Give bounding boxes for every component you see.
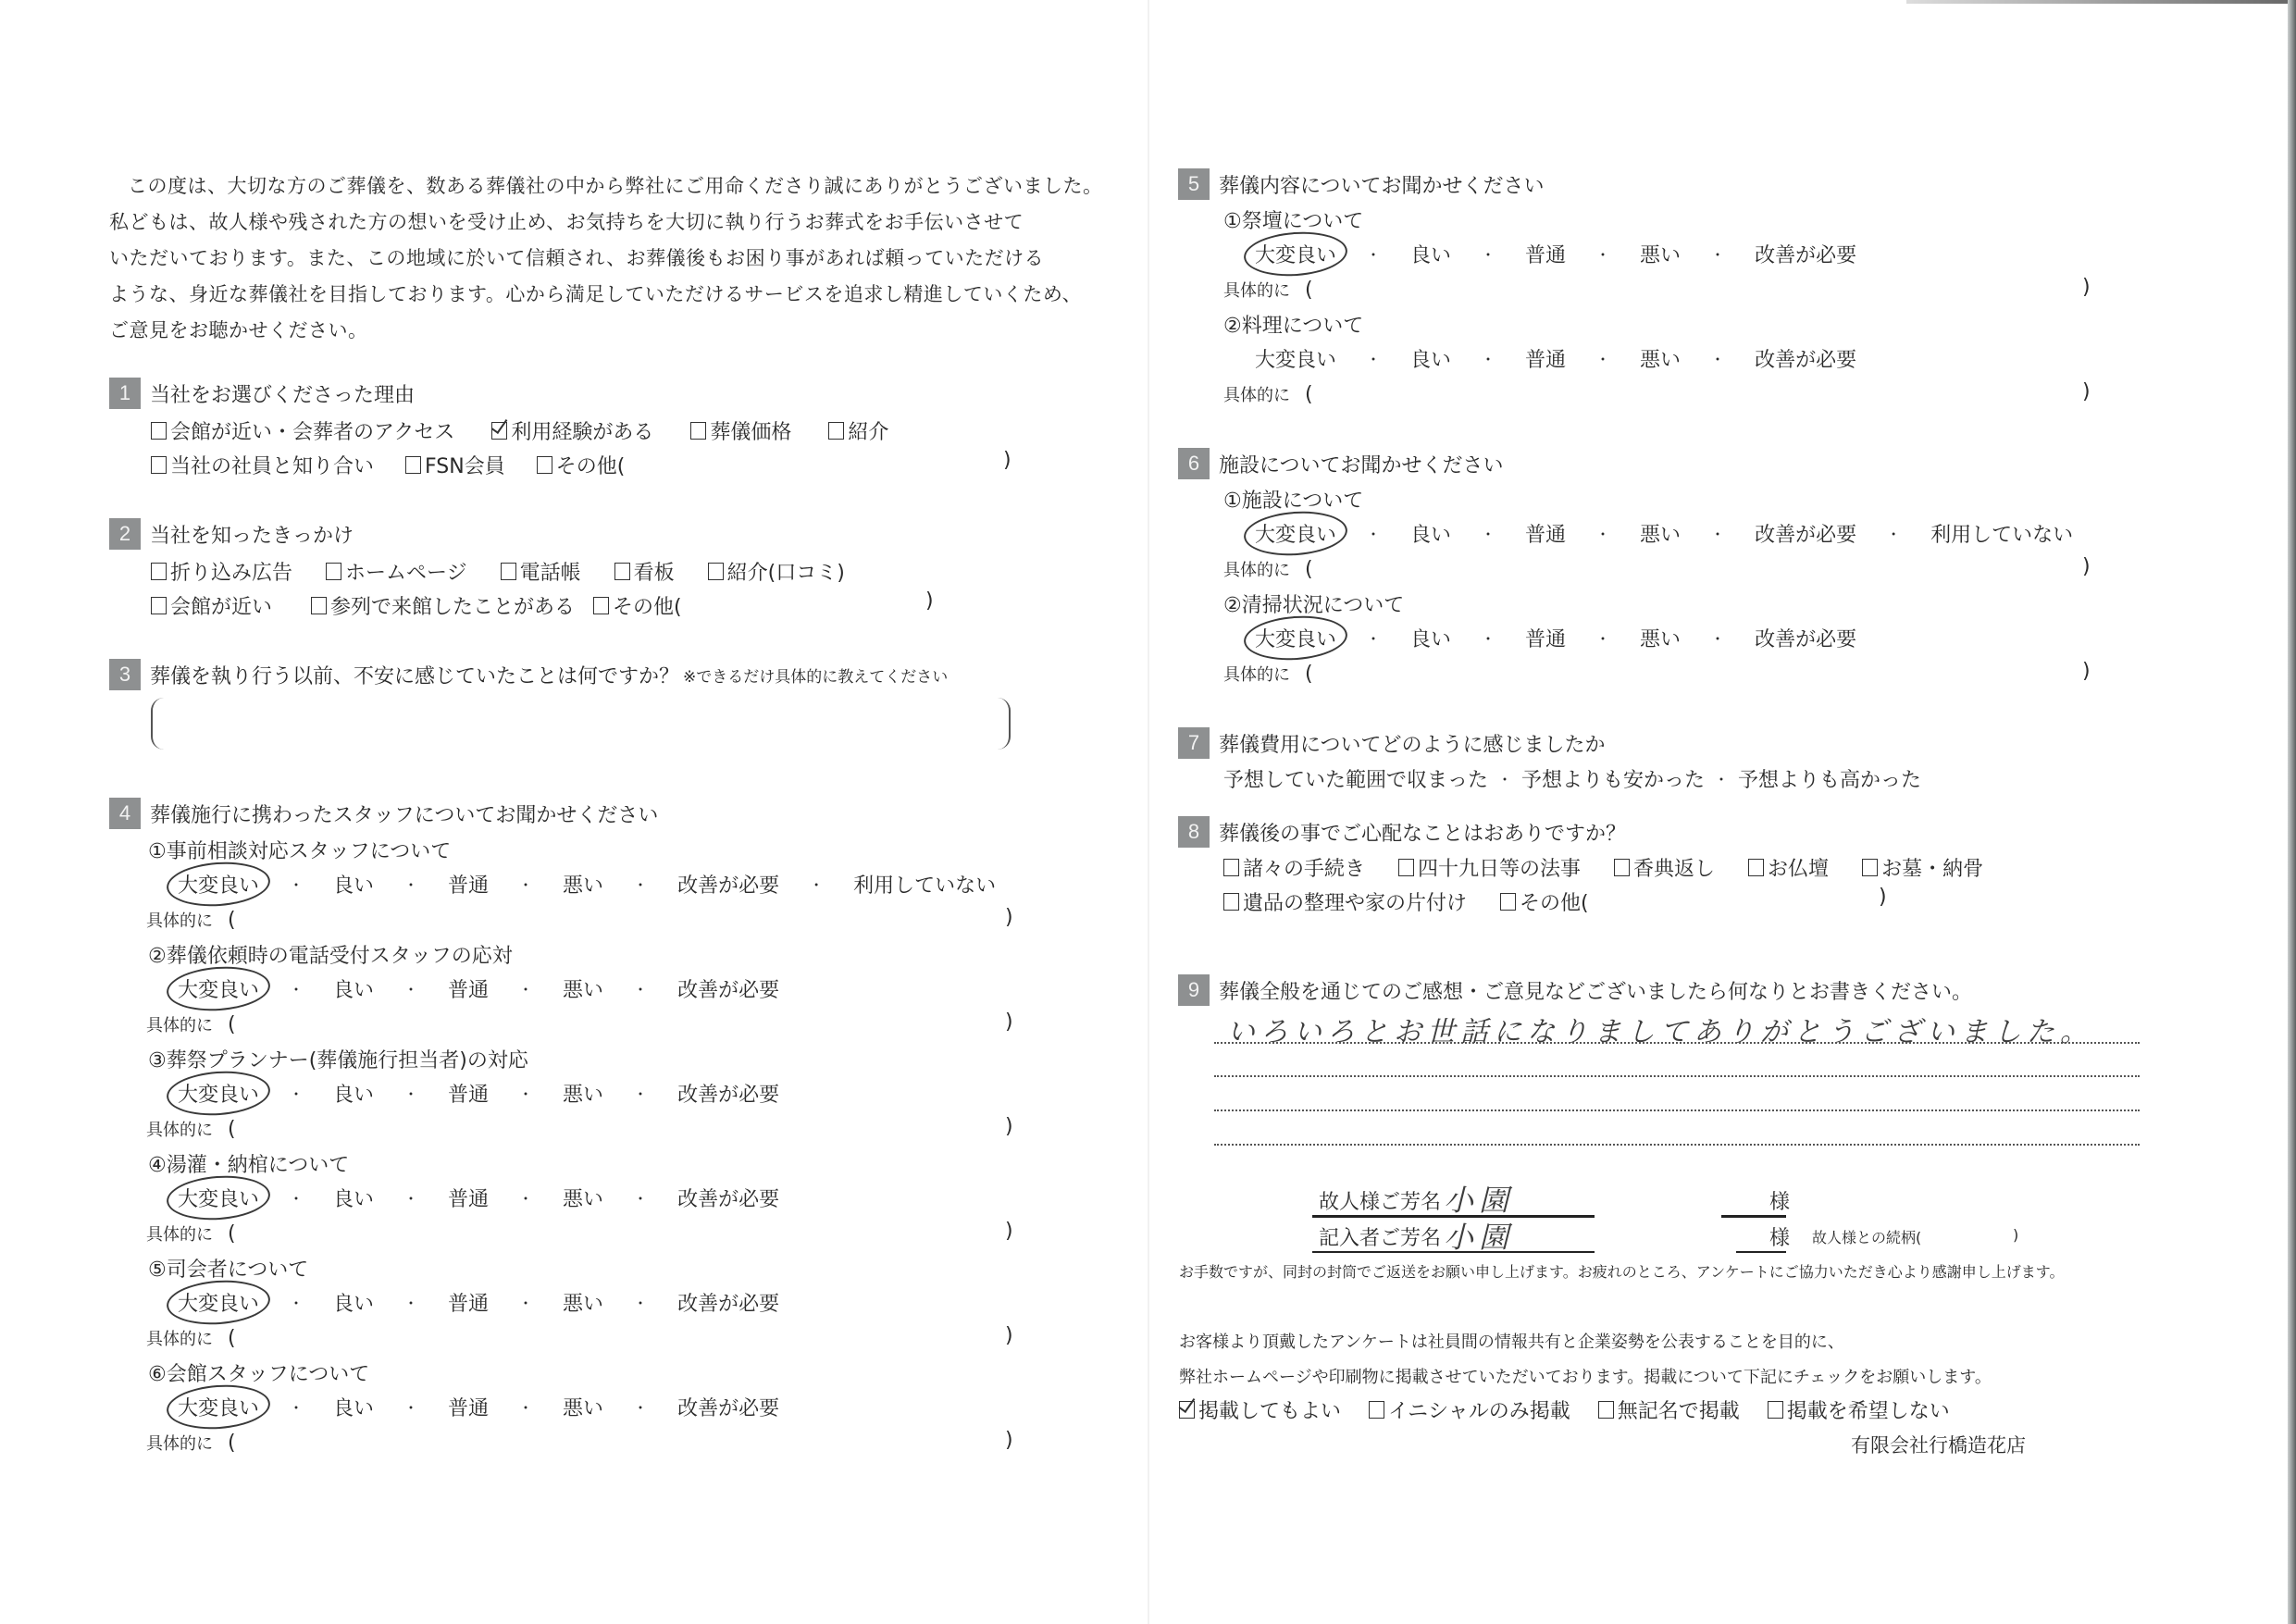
q9-handwritten-answer[interactable]: いろいろとお世話になりましてありがとうございました。 — [1227, 1016, 2093, 1048]
question-number-badge: 1 — [109, 378, 141, 409]
rating-option[interactable]: 普通 — [448, 1084, 490, 1107]
question-5-header — [1178, 168, 1545, 200]
checkbox-option[interactable]: 参列で来館したことがある — [311, 591, 575, 620]
paren-close: ) — [1879, 886, 1887, 909]
detail-field[interactable]: 具体的に ( — [1223, 382, 1313, 406]
rating-option[interactable]: 普通 — [448, 1397, 490, 1420]
rating-option[interactable]: 悪い — [1640, 244, 1682, 267]
checkbox-option[interactable]: その他( — [537, 451, 626, 479]
cost-option[interactable]: 予想していた範囲で収まった — [1223, 769, 1489, 792]
q3-answer-field[interactable] — [151, 698, 1011, 750]
rating-option[interactable]: 改善が必要 — [1755, 349, 1857, 372]
checkbox-option[interactable]: 香典返し — [1614, 853, 1715, 882]
checkbox-icon[interactable] — [1768, 1401, 1783, 1419]
checkbox-option[interactable]: 折り込み広告 — [151, 557, 292, 586]
rating-option[interactable]: 改善が必要 — [1755, 628, 1857, 651]
rating-option-selected[interactable]: 大変良い — [178, 1393, 259, 1421]
rating-option[interactable]: 悪い — [563, 1293, 604, 1316]
question-number-badge: 3 — [109, 659, 141, 690]
rating-option[interactable]: 良い — [333, 1188, 375, 1211]
deceased-name-label: 故人様ご芳名 — [1319, 1191, 1442, 1214]
rating-option[interactable]: 良い — [1410, 628, 1452, 651]
checkbox-option[interactable]: 葬儀価格 — [690, 416, 791, 445]
detail-field[interactable]: 具体的に ( — [1223, 557, 1313, 581]
q4-item-title: ⑥会館スタッフについて — [148, 1363, 370, 1386]
checkbox-option[interactable]: 会館が近い — [151, 591, 272, 620]
intro-line: 私どもは、故人様や残された方の想いを受け止め、お気持ちを大切に執り行うお葬式をお手伝いさせて — [109, 211, 1024, 233]
question-4-header — [109, 798, 658, 829]
q4-item-6-rating: 大変良い ・ 良い ・ 普通 ・ 悪い ・ 改善が必要 — [178, 1393, 779, 1421]
detail-field[interactable]: 具体的に ( — [146, 1326, 236, 1350]
question-number-badge: 5 — [1178, 168, 1210, 200]
return-thanks-text: お手数ですが、同封の封筒でご返送をお願い申し上げます。お疲れのところ、アンケートにご協力いただき心より感謝申し上げます。 — [1179, 1263, 2065, 1281]
intro-line: この度は、大切な方のご葬儀を、数ある葬儀社の中から弊社にご用命くださり誠にありがとうございました。 — [128, 175, 1103, 197]
checkbox-option[interactable]: 電話帳 — [501, 557, 581, 586]
checkbox-icon[interactable] — [1748, 859, 1764, 876]
rating-option[interactable]: 改善が必要 — [677, 1293, 780, 1316]
company-name: 有限会社行橋造花店 — [1851, 1434, 2026, 1457]
checkbox-icon[interactable] — [151, 563, 167, 580]
rating-option[interactable]: 悪い — [563, 1084, 604, 1107]
signature-line — [1312, 1251, 1595, 1253]
checkbox-option[interactable]: 四十九日等の法事 — [1398, 853, 1581, 882]
rating-option[interactable]: 改善が必要 — [677, 979, 780, 1002]
rating-option[interactable]: 改善が必要 — [1755, 524, 1857, 547]
q1-options-row-1 — [151, 416, 922, 445]
publish-notice-line-2: 弊社ホームページや印刷物に掲載させていただいております。掲載について下記にチェックをお願いします。 — [1179, 1368, 1992, 1387]
q4-item-5-rating: 大変良い ・ 良い ・ 普通 ・ 悪い ・ 改善が必要 — [178, 1288, 779, 1317]
q4-item-title: ③葬祭プランナー(葬儀施行担当者)の対応 — [148, 1049, 528, 1072]
checkbox-checked-icon[interactable] — [1179, 1401, 1195, 1419]
question-title: 葬儀費用についてどのように感じましたか — [1219, 733, 1606, 757]
q5-item-1-rating: 大変良い ・ 良い ・ 普通 ・ 悪い ・ 改善が必要 — [1255, 240, 1856, 268]
q6-item-1-rating: 大変良い ・ 良い ・ 普通 ・ 悪い ・ 改善が必要 ・ 利用していない — [1255, 519, 2073, 548]
detail-field[interactable]: 具体的に ( — [1223, 278, 1313, 302]
rating-option[interactable]: 改善が必要 — [677, 1188, 780, 1211]
detail-field[interactable]: 具体的に ( — [1223, 662, 1313, 686]
checkbox-icon[interactable] — [690, 422, 706, 440]
q4-item-title: ②葬儀依頼時の電話受付スタッフの応対 — [148, 945, 513, 968]
q4-item-3-rating: 大変良い ・ 良い ・ 普通 ・ 悪い ・ 改善が必要 — [178, 1079, 779, 1108]
relation-label: 故人様との続柄( — [1812, 1229, 1922, 1246]
question-number-badge: 8 — [1178, 816, 1210, 848]
rating-option[interactable]: 良い — [333, 979, 375, 1002]
rating-option-selected[interactable]: 大変良い — [1255, 240, 1336, 268]
paren-close: ) — [1005, 1220, 1013, 1243]
checkbox-icon[interactable] — [151, 422, 167, 440]
cost-option[interactable]: 予想よりも安かった — [1521, 769, 1706, 792]
rating-option[interactable]: 悪い — [563, 1188, 604, 1211]
question-title: 葬儀内容についてお聞かせください — [1219, 174, 1545, 198]
question-1-header — [109, 378, 415, 409]
rating-option[interactable]: 改善が必要 — [677, 1397, 780, 1420]
rating-option[interactable]: 普通 — [1525, 349, 1567, 372]
checkbox-option[interactable]: 会館が近い・会葬者のアクセス — [151, 416, 454, 445]
question-number-badge: 7 — [1178, 727, 1210, 759]
checkbox-icon[interactable] — [708, 563, 724, 580]
answer-line — [1214, 1110, 2140, 1111]
rating-option[interactable]: 良い — [1410, 244, 1452, 267]
rating-option[interactable]: 悪い — [563, 1397, 604, 1420]
question-title: 葬儀を執り行う以前、不安に感じていたことは何ですか？ — [150, 664, 680, 688]
question-2-header — [109, 518, 354, 550]
detail-field[interactable]: 具体的に ( — [146, 1431, 236, 1455]
checkbox-icon[interactable] — [151, 597, 167, 614]
question-title: 当社をお選びくださった理由 — [150, 383, 416, 407]
question-7-header — [1178, 727, 1606, 759]
paren-close: ) — [925, 589, 934, 613]
paren-close: ) — [1005, 906, 1013, 929]
checkbox-icon[interactable] — [311, 597, 327, 614]
rating-option-selected[interactable]: 大変良い — [178, 974, 259, 1003]
checkbox-option[interactable]: 掲載を希望しない — [1768, 1395, 1950, 1424]
intro-text — [109, 168, 1103, 349]
checkbox-icon[interactable] — [1614, 859, 1630, 876]
intro-line: ご意見をお聴かせください。 — [109, 319, 368, 341]
question-number-badge: 6 — [1178, 448, 1210, 479]
checkbox-icon[interactable] — [151, 456, 167, 474]
checkbox-icon[interactable] — [501, 563, 516, 580]
checkbox-icon[interactable] — [614, 563, 630, 580]
honorific: 様 — [1769, 1227, 1791, 1250]
rating-option[interactable]: 大変良い — [1255, 349, 1337, 372]
q2-options-row-1 — [151, 557, 878, 586]
paren-close: ) — [2082, 555, 2091, 578]
rating-option[interactable]: 普通 — [448, 1293, 490, 1316]
rating-option-selected[interactable]: 大変良い — [178, 1184, 259, 1212]
deceased-name-value[interactable]: 小園 — [1444, 1183, 1515, 1218]
question-3-header — [109, 659, 948, 690]
q4-item-title: ⑤司会者について — [148, 1258, 309, 1282]
rating-option-not-used[interactable]: 利用していない — [1930, 524, 2074, 547]
checkbox-option[interactable]: 紹介(口コミ) — [708, 557, 845, 586]
question-title: 当社を知ったきっかけ — [150, 524, 354, 548]
rating-option-not-used[interactable]: 利用していない — [853, 874, 997, 898]
q6-item-2-rating: 大変良い ・ 良い ・ 普通 ・ 悪い ・ 改善が必要 — [1255, 624, 1856, 652]
rating-option[interactable]: 悪い — [563, 874, 604, 898]
rating-option[interactable]: 改善が必要 — [677, 1084, 780, 1107]
rating-option[interactable]: 改善が必要 — [1755, 244, 1857, 267]
question-title: 葬儀全般を通じてのご感想・ご意見などございましたら何なりとお書きください。 — [1219, 980, 1973, 1004]
q5-item-title: ①祭壇について — [1223, 210, 1364, 233]
checkbox-icon[interactable] — [1862, 859, 1878, 876]
rating-option-selected[interactable]: 大変良い — [178, 1288, 259, 1317]
q2-options-row-2 — [151, 591, 715, 620]
signature-line — [1736, 1251, 1786, 1253]
rating-option[interactable]: 悪い — [1640, 524, 1682, 547]
writer-name-label: 記入者ご芳名 — [1319, 1227, 1442, 1250]
question-6-header — [1178, 448, 1504, 479]
question-title: 葬儀後の事でご心配なことはおありですか？ — [1219, 822, 1627, 846]
q8-options-row-1 — [1223, 853, 2017, 882]
cost-option[interactable]: 予想よりも高かった — [1738, 769, 1922, 792]
checkbox-option[interactable]: 当社の社員と知り合い — [151, 451, 374, 479]
checkbox-option[interactable]: 遺品の整理や家の片付け — [1223, 887, 1467, 916]
checkbox-option[interactable]: FSN会員 — [405, 451, 505, 479]
checkbox-icon[interactable] — [1223, 893, 1239, 911]
rating-option[interactable]: 良い — [1410, 349, 1452, 372]
rating-option-selected[interactable]: 大変良い — [1255, 519, 1336, 548]
relation-close: ) — [2013, 1226, 2019, 1244]
q4-item-title: ①事前相談対応スタッフについて — [148, 840, 452, 863]
rating-option[interactable]: 良い — [333, 874, 375, 898]
rating-option[interactable]: 良い — [333, 1084, 375, 1107]
q7-options: 予想していた範囲で収まった ・ 予想よりも安かった ・ 予想よりも高かった — [1223, 764, 1921, 793]
q1-options-row-2 — [151, 451, 658, 479]
checkbox-option[interactable]: お墓・納骨 — [1862, 853, 1983, 882]
question-title: 施設についてお聞かせください — [1219, 453, 1504, 477]
paren-close: ) — [1005, 1115, 1013, 1138]
intro-line: いただいております。また、この地域に於いて信頼され、お葬儀後もお困り事があれば頼っていただける — [109, 247, 1045, 269]
checkbox-icon[interactable] — [1598, 1401, 1614, 1419]
q6-item-title: ②清掃状況について — [1223, 594, 1405, 617]
answer-line — [1214, 1144, 2140, 1146]
q6-item-title: ①施設について — [1223, 490, 1364, 513]
writer-name-value[interactable]: 小園 — [1444, 1220, 1515, 1255]
checkbox-icon[interactable] — [1223, 859, 1239, 876]
checkbox-icon[interactable] — [593, 597, 609, 614]
question-number-badge: 9 — [1178, 974, 1210, 1006]
intro-line: ような、身近な葬儀社を目指しております。心から満足していただけるサービスを追求し精進していくため、 — [109, 283, 1082, 305]
question-number-badge: 4 — [109, 798, 141, 829]
paren-close: ) — [1005, 1324, 1013, 1347]
question-8-header — [1178, 816, 1626, 848]
rating-option[interactable]: 普通 — [1525, 244, 1567, 267]
question-9-header — [1178, 974, 1972, 1006]
rating-option-selected[interactable]: 大変良い — [178, 870, 259, 899]
q4-item-2-rating: 大変良い ・ 良い ・ 普通 ・ 悪い ・ 改善が必要 — [178, 974, 779, 1003]
question-number-badge: 2 — [109, 518, 141, 550]
checkbox-option[interactable]: その他( — [593, 591, 682, 620]
question-note: ※できるだけ具体的に教えてください — [683, 667, 949, 687]
detail-field[interactable]: 具体的に ( — [146, 1117, 236, 1141]
checkbox-option[interactable]: 無記名で掲載 — [1598, 1395, 1740, 1424]
detail-field[interactable]: 具体的に ( — [146, 1012, 236, 1036]
checkbox-option[interactable]: お仏壇 — [1748, 853, 1829, 882]
detail-field[interactable]: 具体的に ( — [146, 1221, 236, 1246]
honorific: 様 — [1769, 1191, 1791, 1214]
checkbox-option[interactable]: ホームページ — [326, 557, 467, 586]
rating-option[interactable]: 改善が必要 — [677, 874, 780, 898]
rating-option[interactable]: 良い — [333, 1397, 375, 1420]
checkbox-icon[interactable] — [1500, 893, 1516, 911]
publish-notice-line-1: お客様より頂戴したアンケートは社員間の情報共有と企業姿勢を公表することを目的に、 — [1179, 1333, 1844, 1352]
q5-item-title: ②料理について — [1223, 315, 1364, 338]
checkbox-checked-icon[interactable] — [491, 422, 507, 440]
detail-field[interactable]: 具体的に ( — [146, 908, 236, 932]
publish-options-row — [1179, 1395, 1983, 1424]
rating-option[interactable]: 普通 — [1525, 628, 1567, 651]
rating-option-selected[interactable]: 大変良い — [178, 1079, 259, 1108]
rating-option-selected[interactable]: 大変良い — [1255, 624, 1336, 652]
checkbox-option[interactable]: 諸々の手続き — [1223, 853, 1365, 882]
rating-option[interactable]: 悪い — [563, 979, 604, 1002]
paren-close: ) — [2082, 660, 2091, 683]
rating-option[interactable]: 普通 — [448, 874, 490, 898]
q5-item-2-rating: 大変良い ・ 良い ・ 普通 ・ 悪い ・ 改善が必要 — [1255, 344, 1856, 373]
checkbox-icon[interactable] — [1398, 859, 1414, 876]
question-title: 葬儀施行に携わったスタッフについてお聞かせください — [150, 803, 659, 827]
paren-close: ) — [2082, 380, 2091, 403]
paren-close: ) — [2082, 276, 2091, 299]
rating-option[interactable]: 普通 — [448, 1188, 490, 1211]
answer-line — [1214, 1042, 2140, 1044]
answer-line — [1214, 1075, 2140, 1077]
checkbox-option[interactable]: 利用経験がある — [491, 416, 653, 445]
checkbox-option[interactable]: その他( — [1500, 887, 1589, 916]
checkbox-icon[interactable] — [828, 422, 844, 440]
rating-option[interactable]: 良い — [333, 1293, 375, 1316]
checkbox-icon[interactable] — [405, 456, 421, 474]
right-page — [1148, 0, 2296, 1624]
rating-option[interactable]: 悪い — [1640, 349, 1682, 372]
checkbox-option[interactable]: 看板 — [614, 557, 675, 586]
rating-option[interactable]: 普通 — [448, 979, 490, 1002]
signature-line — [1721, 1215, 1786, 1218]
checkbox-option[interactable]: 掲載してもよい — [1179, 1395, 1341, 1424]
rating-option[interactable]: 良い — [1410, 524, 1452, 547]
checkbox-option[interactable]: イニシャルのみ掲載 — [1369, 1395, 1570, 1424]
q4-item-1-rating: 大変良い ・ 良い ・ 普通 ・ 悪い ・ 改善が必要 ・ 利用していない — [178, 870, 996, 899]
checkbox-icon[interactable] — [1369, 1401, 1384, 1419]
checkbox-icon[interactable] — [537, 456, 552, 474]
paren-close: ) — [1005, 1010, 1013, 1034]
paren-close: ) — [1005, 1429, 1013, 1452]
rating-option[interactable]: 普通 — [1525, 524, 1567, 547]
q4-item-title: ④湯灌・納棺について — [148, 1154, 350, 1177]
q8-options-row-2 — [1223, 887, 1622, 916]
checkbox-icon[interactable] — [326, 563, 341, 580]
paren-close: ) — [1003, 449, 1011, 472]
q4-item-4-rating: 大変良い ・ 良い ・ 普通 ・ 悪い ・ 改善が必要 — [178, 1184, 779, 1212]
rating-option[interactable]: 悪い — [1640, 628, 1682, 651]
checkbox-option[interactable]: 紹介 — [828, 416, 888, 445]
